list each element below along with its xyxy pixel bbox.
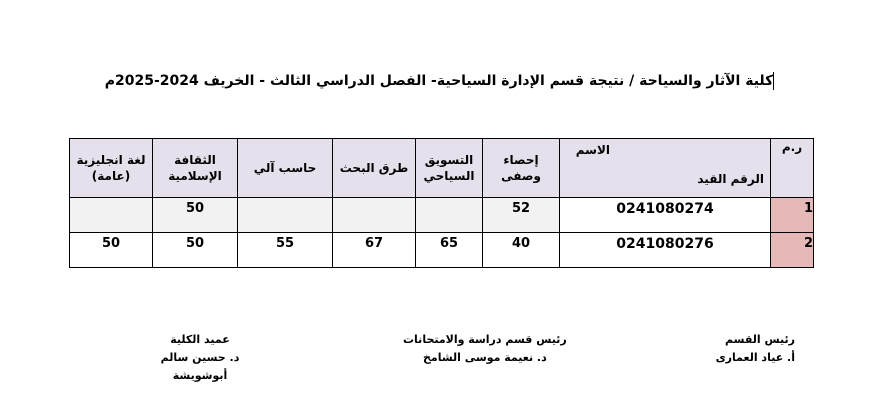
header-row bbox=[70, 139, 814, 198]
row-id: 0241080274 bbox=[560, 198, 771, 233]
row-number: 2 bbox=[771, 233, 814, 268]
page-title bbox=[0, 70, 881, 92]
exams-head-title: رئيس قسم دراسة والامتحانات bbox=[403, 333, 567, 346]
header-culture: الثقافة الإسلامية bbox=[153, 139, 238, 198]
header-computer: حاسب آلي bbox=[238, 139, 333, 198]
row-id: 0241080276 bbox=[560, 233, 771, 268]
department-head-name: أ. عياد العمارى bbox=[715, 351, 795, 364]
row-stats: 40 bbox=[483, 233, 560, 268]
row-culture: 50 bbox=[153, 233, 238, 268]
header-rm: ر.م bbox=[771, 139, 814, 198]
row-english bbox=[70, 198, 153, 233]
row-marketing bbox=[416, 198, 483, 233]
department-head-title: رئيس القسم bbox=[725, 333, 795, 346]
row-computer bbox=[238, 198, 333, 233]
dean-name: د. حسين سالم أبوشويشة bbox=[160, 351, 240, 382]
row-english: 50 bbox=[70, 233, 153, 268]
header-name-label: الاسم bbox=[575, 143, 610, 157]
row-marketing: 65 bbox=[416, 233, 483, 268]
title-text: كلية الآثار والسياحة / نتيجة قسم الإدارة السياحية- الفصل الدراسي الثالث - الخريف 2024-2025م bbox=[104, 73, 774, 89]
row-culture: 50 bbox=[153, 198, 238, 233]
header-stats: إحصاء وصفى bbox=[483, 139, 560, 198]
dean-title: عميد الكلية bbox=[170, 333, 230, 346]
exams-head-name: د. نعيمة موسى الشامخ bbox=[422, 351, 547, 364]
row-research bbox=[333, 198, 416, 233]
header-name bbox=[560, 139, 771, 198]
signature-dean bbox=[140, 331, 260, 385]
header-reg-label: الرقم القيد bbox=[697, 172, 764, 186]
table-row bbox=[70, 233, 814, 268]
row-computer: 55 bbox=[238, 233, 333, 268]
text-cursor bbox=[773, 72, 774, 90]
header-research: طرق البحث bbox=[333, 139, 416, 198]
header-english: لغة انجليزية (عامة) bbox=[70, 139, 153, 198]
signature-department-head bbox=[716, 331, 795, 367]
header-marketing: التسويق السياحي bbox=[416, 139, 483, 198]
row-stats: 52 bbox=[483, 198, 560, 233]
signature-exams-head bbox=[403, 331, 567, 367]
results-table bbox=[69, 138, 814, 268]
row-research: 67 bbox=[333, 233, 416, 268]
row-number: 1 bbox=[771, 198, 814, 233]
table-row bbox=[70, 198, 814, 233]
